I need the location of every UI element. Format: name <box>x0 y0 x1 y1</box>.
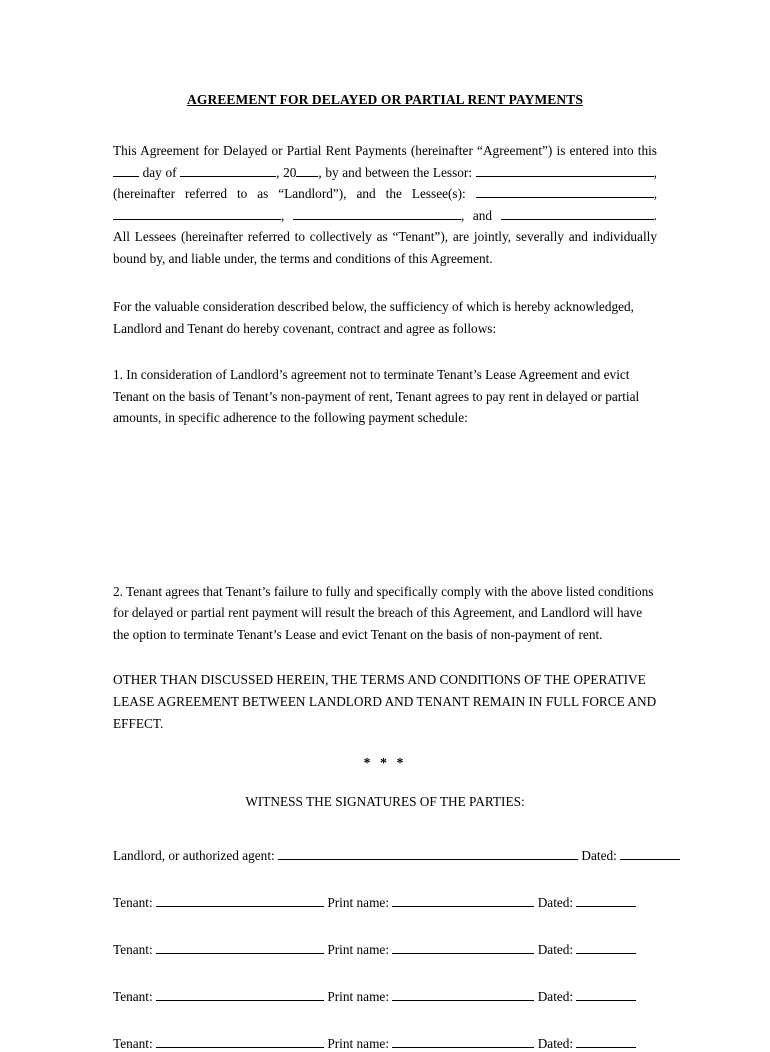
tenant-label: Tenant: <box>113 895 153 911</box>
blank-this[interactable] <box>113 163 139 177</box>
intro-segment-1: This Agreement for Delayed or Partial Rent Payments (hereinafter “Agreement”) is entered into this <box>113 143 657 158</box>
blank-lessee-1[interactable] <box>476 184 654 198</box>
tenant-dated-field[interactable] <box>576 1034 636 1048</box>
other-terms-paragraph: OTHER THAN DISCUSSED HEREIN, THE TERMS AND CONDITIONS OF THE OPERATIVE LEASE AGREEMENT BETWEEN LANDLORD AND TENANT REMAIN IN FULL FORCE AND EFFECT. <box>113 672 657 731</box>
tenant-signature-row <box>113 1034 657 1052</box>
intro-segment-9: , and <box>460 207 493 223</box>
print-name-label: Print name: <box>327 989 390 1005</box>
page-title: AGREEMENT FOR DELAYED OR PARTIAL RENT PAYMENTS <box>187 92 583 107</box>
blank-lessee-4[interactable] <box>501 206 654 220</box>
landlord-dated-label: Dated: <box>581 848 617 864</box>
intro-segment-5: , <box>653 164 657 180</box>
landlord-signature-label: Landlord, or authorized agent: <box>113 848 275 864</box>
tenant-dated-label: Dated: <box>537 895 574 911</box>
tenant-signature-row <box>113 940 657 958</box>
intro-segment-4: , by and between the Lessor: <box>318 164 473 180</box>
tenant-signature-field[interactable] <box>156 893 324 907</box>
tenant-dated-label: Dated: <box>537 1036 574 1052</box>
blank-lessee-3[interactable] <box>293 206 461 220</box>
tenant-print-name-field[interactable] <box>392 1034 534 1048</box>
tenant-signature-row <box>113 987 657 1005</box>
tenant-dated-field[interactable] <box>576 893 636 907</box>
intro-segment-2: day of <box>142 164 177 180</box>
intro-segment-6: (hereinafter referred to as “Landlord”), and the Lessee(s): <box>113 186 466 202</box>
tenant-dated-label: Dated: <box>537 942 574 958</box>
blank-lessor[interactable] <box>476 163 654 177</box>
tenant-signature-row <box>113 893 657 911</box>
landlord-signature-row <box>113 846 657 864</box>
witness-heading: WITNESS THE SIGNATURES OF THE PARTIES: <box>245 794 525 810</box>
intro-segment-3: , 20 <box>276 164 297 180</box>
signature-block <box>113 846 657 1052</box>
print-name-label: Print name: <box>327 942 390 958</box>
star-divider: * * * <box>363 756 407 772</box>
clause-1-paragraph: 1. In consideration of Landlord’s agreement not to terminate Tenant’s Lease Agreement and evict Tenant on the basis of Tenant’s non-payment of rent, Tenant agrees to pay rent in delayed or partial amounts, in specific adherence to the following payment schedule: <box>113 367 640 426</box>
tenant-signature-field[interactable] <box>156 1034 324 1048</box>
tenant-dated-label: Dated: <box>537 989 574 1005</box>
tenant-dated-field[interactable] <box>576 940 636 954</box>
print-name-label: Print name: <box>327 895 390 911</box>
tenant-label: Tenant: <box>113 989 153 1005</box>
intro-paragraph <box>113 140 657 269</box>
consideration-paragraph: For the valuable consideration described below, the sufficiency of which is hereby acknowledged, Landlord and Tenant do hereby covenant, contract and agree as follows: <box>113 299 634 336</box>
intro-segment-8: , <box>281 207 285 223</box>
tenant-print-name-field[interactable] <box>392 893 534 907</box>
intro-segment-10: . <box>653 207 657 223</box>
landlord-signature-field[interactable] <box>278 846 578 860</box>
blank-year[interactable] <box>296 163 318 177</box>
tenant-print-name-field[interactable] <box>392 940 534 954</box>
print-name-label: Print name: <box>327 1036 390 1052</box>
blank-day[interactable] <box>180 163 276 177</box>
tenant-dated-field[interactable] <box>576 987 636 1001</box>
landlord-dated-field[interactable] <box>620 846 680 860</box>
tenant-label: Tenant: <box>113 942 153 958</box>
tenant-print-name-field[interactable] <box>392 987 534 1001</box>
clause-2-paragraph: 2. Tenant agrees that Tenant’s failure to fully and specifically comply with the above listed conditions for delayed or partial rent payment will result the breach of this Agreement, and Landlord will have the option to terminate Tenant’s Lease and evict Tenant on the basis of non-payment of rent. <box>113 583 654 642</box>
intro-segment-11: All Lessees (hereinafter referred to collectively as “Tenant”), are jointly, severally and individually bound by, and liable under, the terms and conditions of this Agreement. <box>113 229 657 266</box>
tenant-signature-field[interactable] <box>156 940 324 954</box>
tenant-label: Tenant: <box>113 1036 153 1052</box>
tenant-signature-field[interactable] <box>156 987 324 1001</box>
intro-segment-7: , <box>653 186 658 202</box>
blank-lessee-2[interactable] <box>113 206 281 220</box>
